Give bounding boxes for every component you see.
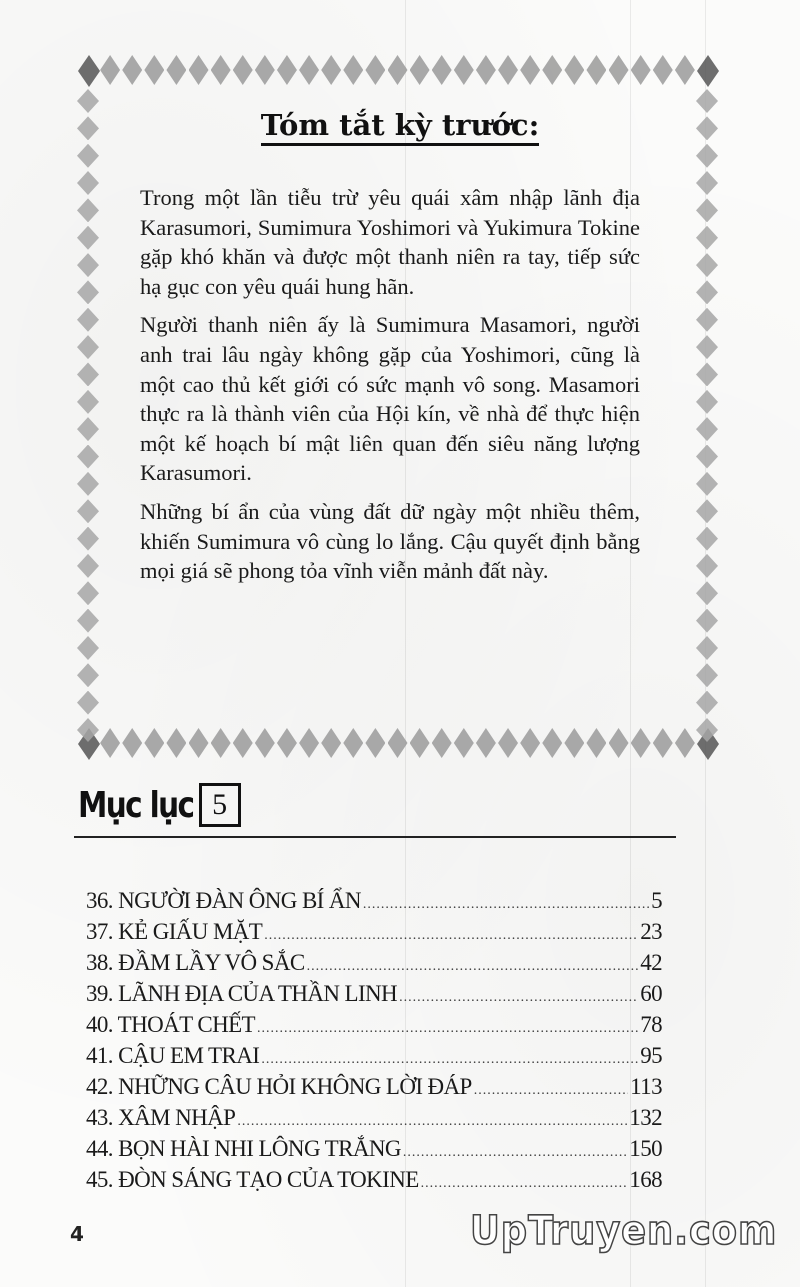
diamond-border-icon	[100, 728, 120, 758]
diamond-border-icon	[189, 728, 209, 758]
summary-paragraph: Trong một lần tiễu trừ yêu quái xâm nhập lãnh địa Karasumori, Sumimura Yoshimori và Yukimura Tokine gặp khó khăn và được một thanh niên ra tay, tiếp sức hạ gục con yêu quái hung hãn.	[140, 185, 640, 299]
toc-entry-title: 43. XÂM NHẬP	[86, 1105, 236, 1130]
diamond-border-icon	[77, 198, 99, 222]
diamond-border-icon	[498, 55, 518, 85]
diamond-border-icon	[696, 335, 718, 359]
diamond-border-icon	[77, 335, 99, 359]
dot-leader	[363, 889, 649, 916]
diamond-border-icon	[696, 253, 718, 277]
toc-entry-page: 113	[630, 1074, 662, 1099]
dot-leader	[257, 1013, 638, 1040]
diamond-border-icon	[476, 728, 496, 758]
diamond-border-icon	[675, 728, 695, 758]
diamond-border-icon	[211, 55, 231, 85]
diamond-border-icon	[77, 280, 99, 304]
toc-entry-title: 44. BỌN HÀI NHI LÔNG TRẮNG	[86, 1136, 401, 1161]
diamond-border-icon	[77, 308, 99, 332]
diamond-border-icon	[586, 728, 606, 758]
diamond-border-icon	[696, 472, 718, 496]
diamond-border-icon	[77, 390, 99, 414]
diamond-border-icon	[299, 55, 319, 85]
diamond-border-icon	[255, 55, 275, 85]
diamond-border-icon	[432, 728, 452, 758]
diamond-border-icon	[696, 308, 718, 332]
diamond-border-icon	[631, 728, 651, 758]
diamond-border-icon	[653, 55, 673, 85]
diamond-border-icon	[696, 527, 718, 551]
diamond-border-icon	[609, 728, 629, 758]
diamond-border-icon	[77, 417, 99, 441]
toc-divider	[74, 836, 676, 838]
diamond-border-icon	[542, 55, 562, 85]
diamond-border-icon	[365, 728, 385, 758]
diamond-border-icon	[432, 55, 452, 85]
diamond-border-icon	[365, 55, 385, 85]
diamond-border-icon	[77, 445, 99, 469]
dot-leader	[403, 1137, 627, 1164]
summary-heading-text: Tóm tắt kỳ trước:	[261, 108, 540, 146]
toc-entry	[86, 947, 662, 978]
diamond-border-icon	[77, 253, 99, 277]
diamond-border-icon	[696, 581, 718, 605]
toc-entry-title: 38. ĐẦM LẦY VÔ SẮC	[86, 950, 305, 975]
diamond-border-icon	[77, 636, 99, 660]
diamond-border-icon	[653, 728, 673, 758]
diamond-border-icon	[233, 728, 253, 758]
diamond-border-icon	[189, 55, 209, 85]
summary-heading	[0, 108, 800, 142]
dot-leader	[421, 1168, 628, 1195]
diamond-border-icon	[233, 55, 253, 85]
diamond-border-icon	[675, 55, 695, 85]
diamond-border-icon	[696, 499, 718, 523]
diamond-border-icon	[609, 55, 629, 85]
diamond-border-icon	[299, 728, 319, 758]
diamond-border-icon	[77, 472, 99, 496]
toc-entry-page: 78	[640, 1012, 662, 1037]
toc-entry	[86, 1133, 662, 1164]
toc-entry-title: 45. ĐÒN SÁNG TẠO CỦA TOKINE	[86, 1167, 419, 1192]
toc-entry-page: 132	[629, 1105, 662, 1130]
toc-entry-title: 42. NHỮNG CÂU HỎI KHÔNG LỜI ĐÁP	[86, 1074, 472, 1099]
toc-entry-title: 41. CẬU EM TRAI	[86, 1043, 260, 1068]
diamond-border-icon	[520, 55, 540, 85]
toc-entry-page: 95	[640, 1043, 662, 1068]
diamond-border-icon	[77, 171, 99, 195]
diamond-border-icon	[696, 171, 718, 195]
diamond-border-icon	[343, 728, 363, 758]
diamond-border-icon	[77, 609, 99, 633]
dot-leader	[307, 951, 639, 978]
diamond-border-icon	[696, 226, 718, 250]
toc-entry-page: 42	[640, 950, 662, 975]
diamond-border-icon	[78, 55, 100, 87]
diamond-border-icon	[410, 728, 430, 758]
diamond-border-icon	[696, 609, 718, 633]
diamond-border-icon	[696, 198, 718, 222]
diamond-border-icon	[520, 728, 540, 758]
diamond-border-icon	[77, 362, 99, 386]
diamond-border-icon	[122, 55, 142, 85]
diamond-border-icon	[542, 728, 562, 758]
diamond-border-icon	[144, 728, 164, 758]
diamond-border-icon	[277, 728, 297, 758]
diamond-border-icon	[586, 55, 606, 85]
diamond-border-icon	[388, 55, 408, 85]
watermark-logo: UpTruyen.com	[470, 1208, 778, 1254]
toc-list	[86, 885, 662, 1195]
toc-entry-page: 23	[640, 919, 662, 944]
toc-entry-page: 150	[629, 1136, 662, 1161]
dot-leader	[264, 920, 638, 947]
diamond-border-icon	[77, 499, 99, 523]
diamond-border-icon	[696, 445, 718, 469]
diamond-border-icon	[77, 226, 99, 250]
toc-entry-title: 40. THOÁT CHẾT	[86, 1012, 255, 1037]
toc-entry	[86, 1071, 662, 1102]
diamond-border-icon	[696, 280, 718, 304]
diamond-border-icon	[77, 554, 99, 578]
diamond-border-icon	[321, 55, 341, 85]
toc-entry	[86, 1040, 662, 1071]
volume-number-box: 5	[199, 783, 241, 827]
diamond-border-icon	[696, 417, 718, 441]
toc-entry-title: 36. NGƯỜI ĐÀN ÔNG BÍ ẨN	[86, 888, 361, 913]
toc-entry	[86, 916, 662, 947]
diamond-border-icon	[498, 728, 518, 758]
toc-heading-label: Mục lục	[78, 784, 194, 826]
diamond-border-icon	[696, 362, 718, 386]
toc-entry	[86, 885, 662, 916]
toc-entry	[86, 1102, 662, 1133]
toc-entry-page: 5	[651, 888, 662, 913]
toc-entry-title: 39. LÃNH ĐỊA CỦA THẦN LINH	[86, 981, 398, 1006]
diamond-border-icon	[211, 728, 231, 758]
diamond-border-icon	[631, 55, 651, 85]
diamond-border-icon	[166, 728, 186, 758]
diamond-border-icon	[388, 728, 408, 758]
diamond-border-icon	[255, 728, 275, 758]
summary-body	[140, 183, 640, 595]
diamond-border-icon	[144, 55, 164, 85]
diamond-border-icon	[696, 663, 718, 687]
diamond-border-icon	[321, 728, 341, 758]
diamond-border-icon	[697, 55, 719, 87]
diamond-border-icon	[166, 55, 186, 85]
diamond-border-icon	[277, 55, 297, 85]
diamond-border-icon	[696, 390, 718, 414]
diamond-border-icon	[696, 554, 718, 578]
diamond-border-icon	[410, 55, 430, 85]
diamond-border-icon	[454, 55, 474, 85]
dot-leader	[237, 1106, 627, 1133]
toc-heading	[78, 783, 241, 827]
diamond-border-icon	[77, 527, 99, 551]
diamond-border-icon	[100, 55, 120, 85]
diamond-border-icon	[564, 728, 584, 758]
diamond-border-icon	[454, 728, 474, 758]
diamond-border-icon	[77, 663, 99, 687]
toc-entry	[86, 1009, 662, 1040]
diamond-border-icon	[564, 55, 584, 85]
page-number: 4	[70, 1222, 84, 1246]
toc-entry	[86, 1164, 662, 1195]
diamond-border-icon	[696, 636, 718, 660]
summary-paragraph: Người thanh niên ấy là Sumimura Masamori, người anh trai lâu ngày không gặp của Yoshimori, cũng là một cao thủ kết giới có sức mạnh vô song. Masamori thực ra là thành viên của Hội kín, về nhà để thực hiện một kế hoạch bí mật liên quan đến siêu năng lượng Karasumori.	[140, 312, 640, 486]
toc-entry-page: 168	[629, 1167, 662, 1192]
diamond-border-icon	[696, 691, 718, 715]
toc-entry	[86, 978, 662, 1009]
dot-leader	[474, 1075, 628, 1102]
dot-leader	[399, 982, 638, 1009]
diamond-border-icon	[476, 55, 496, 85]
toc-entry-page: 60	[640, 981, 662, 1006]
toc-entry-title: 37. KẺ GIẤU MẶT	[86, 919, 263, 944]
diamond-border-icon	[77, 144, 99, 168]
diamond-border-icon	[696, 144, 718, 168]
dot-leader	[261, 1044, 638, 1071]
diamond-border-icon	[343, 55, 363, 85]
diamond-border-icon	[77, 691, 99, 715]
diamond-border-icon	[77, 581, 99, 605]
summary-paragraph: Những bí ẩn của vùng đất dữ ngày một nhiều thêm, khiến Sumimura vô cùng lo lắng. Cậu quyết định bằng mọi giá sẽ phong tỏa vĩnh viễn mảnh đất này.	[140, 498, 640, 584]
diamond-border-icon	[122, 728, 142, 758]
